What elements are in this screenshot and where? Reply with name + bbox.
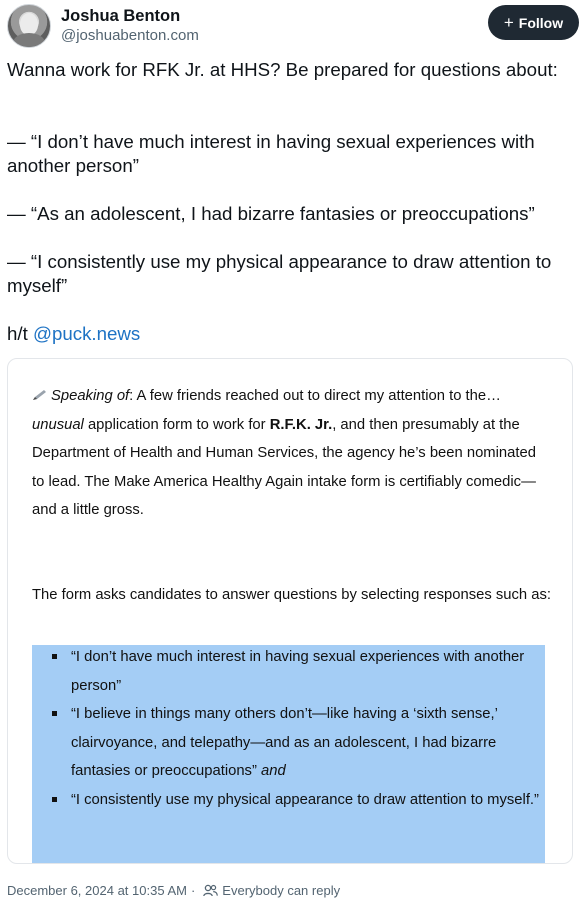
follow-button[interactable] [488, 5, 579, 40]
bullet-marker [52, 797, 57, 802]
avatar-face [20, 13, 38, 35]
post-paragraph: — “As an adolescent, I had bizarre fantasies or preoccupations” [7, 203, 535, 224]
author-handle[interactable]: @joshuabenton.com [61, 27, 199, 44]
bullet-text: “I believe in things many others don’t—like having a ‘sixth sense,’ clairvoyance, and telepathy—and as an adolescent, I had bizarre fantasies or preoccupations” [71, 706, 498, 779]
list-item [32, 643, 552, 700]
bullet-text: “I consistently use my physical appearance to draw attention to myself.” [71, 791, 539, 808]
footer-separator: · [190, 882, 196, 898]
newsletter-intro-paragraph [32, 382, 552, 525]
unusual-word: unusual [32, 416, 84, 433]
post-paragraph: — “I consistently use my physical appearance to draw attention to myself” [7, 251, 552, 296]
intro-text: : A few friends reached out to direct my attention to the… [129, 388, 501, 404]
mention-link[interactable]: @puck.news [32, 323, 141, 344]
people-icon [203, 884, 218, 897]
post-footer [7, 880, 573, 900]
avatar[interactable] [7, 4, 51, 48]
author-display-name[interactable]: Joshua Benton [61, 7, 181, 25]
pen-icon [32, 389, 48, 401]
post-header [7, 4, 577, 48]
follow-button-label: Follow [518, 14, 564, 31]
reply-setting[interactable]: Everybody can reply [222, 882, 341, 898]
hat-tip-prefix: h/t [7, 323, 28, 344]
bullet-list [32, 643, 552, 814]
avatar-body [13, 33, 45, 48]
post-paragraph: Wanna work for RFK Jr. at HHS? Be prepared for questions about: [7, 59, 558, 80]
intro-text: , and then presumably at the Department of Health and Human Services, the agency he’s been nominated to lead. The Make America Healthy Again intake form is certifiably comedic—and a little gross. [32, 416, 536, 518]
post-paragraph: — “I don’t have much interest in having sexual experiences with another person” [7, 131, 535, 176]
plus-icon: + [503, 12, 514, 32]
bullet-marker [52, 654, 57, 659]
speaking-of-label: Speaking of [51, 388, 130, 404]
list-item [32, 700, 552, 786]
bullet-text: “I don’t have much interest in having sexual experiences with another person” [71, 649, 525, 694]
hat-tip-line [7, 322, 140, 346]
embedded-image[interactable] [7, 358, 573, 864]
list-item [32, 786, 552, 815]
rfk-name: R.F.K. Jr. [269, 416, 333, 433]
bullet-suffix: and [261, 763, 286, 779]
post-timestamp[interactable]: December 6, 2024 at 10:35 AM [7, 882, 187, 898]
intro-text: application form to work for [83, 416, 270, 433]
bullet-marker [52, 711, 57, 716]
form-intro-paragraph: The form asks candidates to answer questions by selecting responses such as: [32, 587, 551, 603]
